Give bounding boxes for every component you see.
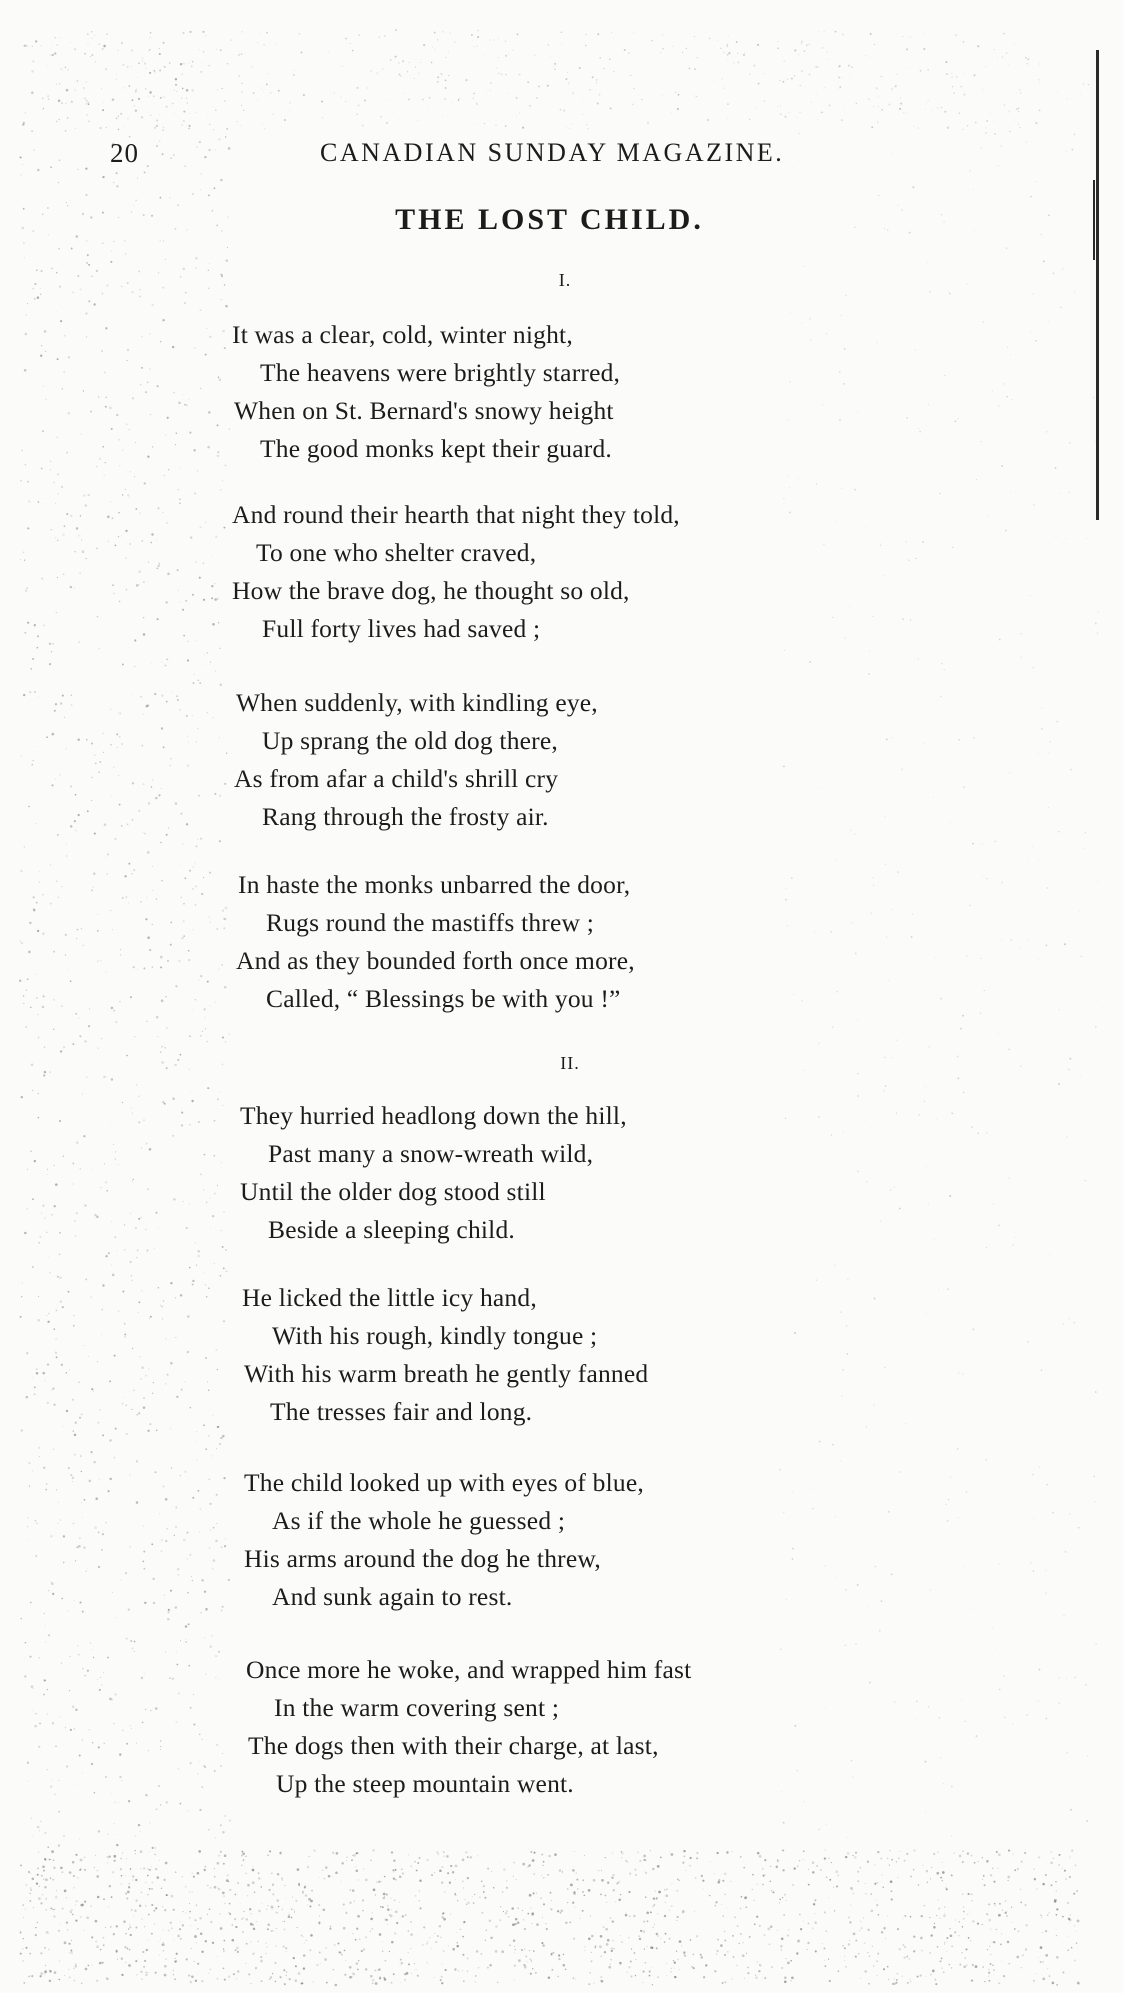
verse-line: In the warm covering sent ; — [274, 1693, 560, 1722]
verse-line: As from afar a child's shrill cry — [234, 764, 559, 793]
verse-line: The tresses fair and long. — [270, 1397, 533, 1426]
verse-line: Beside a sleeping child. — [268, 1215, 515, 1244]
verse-line: To one who shelter craved, — [256, 538, 537, 567]
poem-title — [0, 203, 1123, 237]
verse-line: With his warm breath he gently fanned — [244, 1359, 649, 1388]
verse-line: Rugs round the mastiffs threw ; — [266, 908, 594, 937]
verse-line: When on St. Bernard's snowy height — [234, 396, 614, 425]
page-number: 20 — [110, 138, 139, 168]
verse-line: The heavens were brightly starred, — [260, 358, 621, 387]
verse-line: Past many a snow-wreath wild, — [268, 1139, 594, 1168]
verse-line: And round their hearth that night they told, — [232, 500, 680, 529]
verse-line: Called, “ Blessings be with you !” — [266, 984, 621, 1013]
verse-line: And as they bounded forth once more, — [236, 946, 635, 975]
verse-line: When suddenly, with kindling eye, — [236, 688, 598, 717]
verse-line: As if the whole he guessed ; — [272, 1506, 566, 1535]
running-head: CANADIAN SUNDAY MAGAZINE. — [320, 138, 785, 167]
verse-line: Once more he woke, and wrapped him fast — [246, 1655, 692, 1684]
verse-line: The good monks kept their guard. — [260, 434, 612, 463]
verse-line: It was a clear, cold, winter night, — [232, 320, 573, 349]
page-header — [110, 138, 850, 178]
part-label-1: I. — [558, 270, 572, 290]
verse-line: They hurried headlong down the hill, — [240, 1101, 627, 1130]
verse-line: Rang through the frosty air. — [262, 802, 549, 831]
verse-line: Full forty lives had saved ; — [262, 614, 541, 643]
verse-line: The child looked up with eyes of blue, — [244, 1468, 644, 1497]
verse-line: His arms around the dog he threw, — [244, 1544, 601, 1573]
page-edge-rule — [1096, 50, 1099, 520]
verse-line: In haste the monks unbarred the door, — [238, 870, 631, 899]
verse-line: Up sprang the old dog there, — [262, 726, 558, 755]
verse-line: And sunk again to rest. — [272, 1582, 513, 1611]
part-label-2: II. — [560, 1053, 580, 1073]
verse-line: With his rough, kindly tongue ; — [272, 1321, 598, 1350]
poem-title-text: THE LOST CHILD. — [395, 203, 704, 236]
verse-line: He licked the little icy hand, — [242, 1283, 537, 1312]
verse-line: Up the steep mountain went. — [276, 1769, 574, 1798]
verse-line: How the brave dog, he thought so old, — [232, 576, 630, 605]
verse-line: Until the older dog stood still — [240, 1177, 546, 1206]
verse-line: The dogs then with their charge, at last, — [248, 1731, 659, 1760]
